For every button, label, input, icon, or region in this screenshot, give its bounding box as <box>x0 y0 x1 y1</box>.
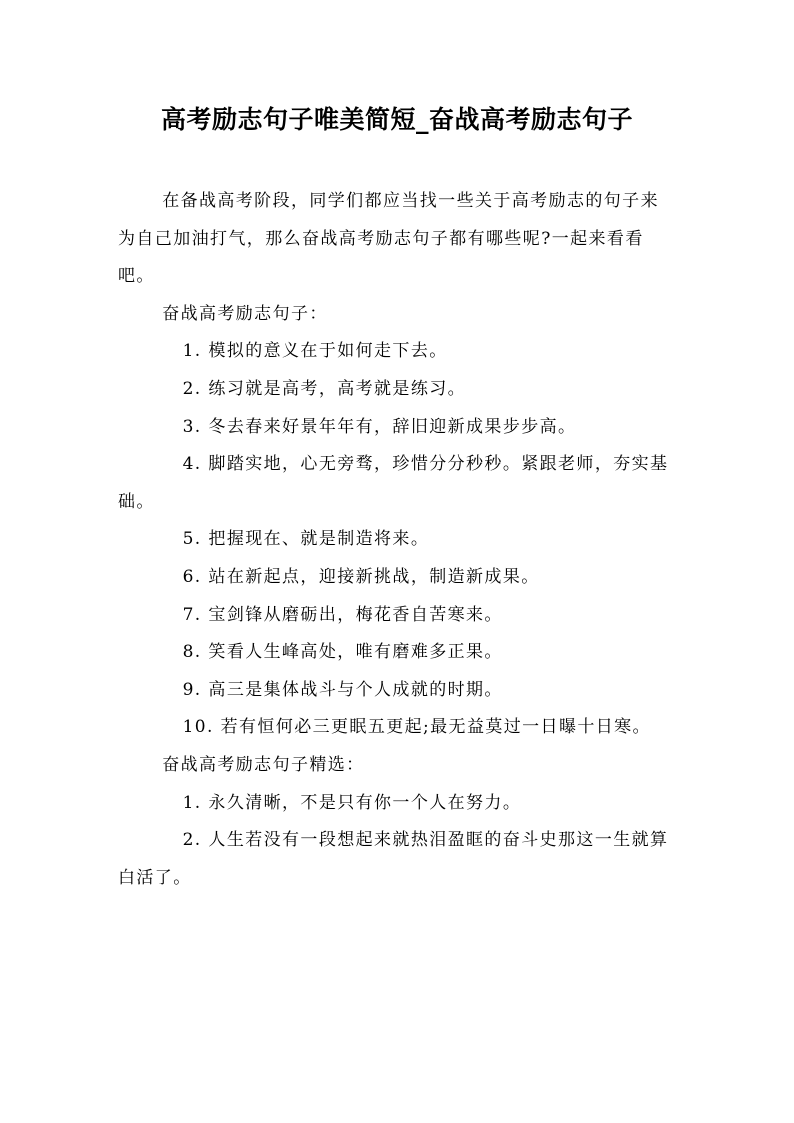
section-heading: 奋战高考励志句子： <box>162 303 328 324</box>
list-item: 10. 若有恒何必三更眠五更起;最无益莫过一日曝十日寒。 <box>182 717 651 738</box>
section-heading: 奋战高考励志句子精选： <box>162 754 365 775</box>
list-item: 3. 冬去春来好景年年有，辞旧迎新成果步步高。 <box>182 416 577 437</box>
list-item: 2. 练习就是高考，高考就是练习。 <box>182 378 467 399</box>
intro-paragraph: 在备战高考阶段，同学们都应当找一些关于高考励志的句子来为自己加油打气，那么奋战高考励志句子都有哪些呢?一起来看看吧。 <box>118 191 659 287</box>
list-item: 4. 脚踏实地，心无旁骛，珍惜分分秒秒。紧跟老师，夯实基础。 <box>118 454 669 512</box>
document-title: 高考励志句子唯美简短_奋战高考励志句子 <box>160 105 633 134</box>
list-item: 8. 笑看人生峰高处，唯有磨难多正果。 <box>182 642 503 663</box>
list-item: 6. 站在新起点，迎接新挑战，制造新成果。 <box>182 566 540 587</box>
list-item: 9. 高三是集体战斗与个人成就的时期。 <box>182 679 503 700</box>
list-item: 5. 把握现在、就是制造将来。 <box>182 529 430 550</box>
list-item: 7. 宝剑锋从磨砺出，梅花香自苦寒来。 <box>182 604 503 625</box>
document-body <box>118 183 674 897</box>
list-item: 2. 人生若没有一段想起来就热泪盈眶的奋斗史那这一生就算白活了。 <box>118 830 669 888</box>
list-item: 1. 模拟的意义在于如何走下去。 <box>182 341 448 362</box>
list-item: 1. 永久清晰，不是只有你一个人在努力。 <box>182 792 522 813</box>
